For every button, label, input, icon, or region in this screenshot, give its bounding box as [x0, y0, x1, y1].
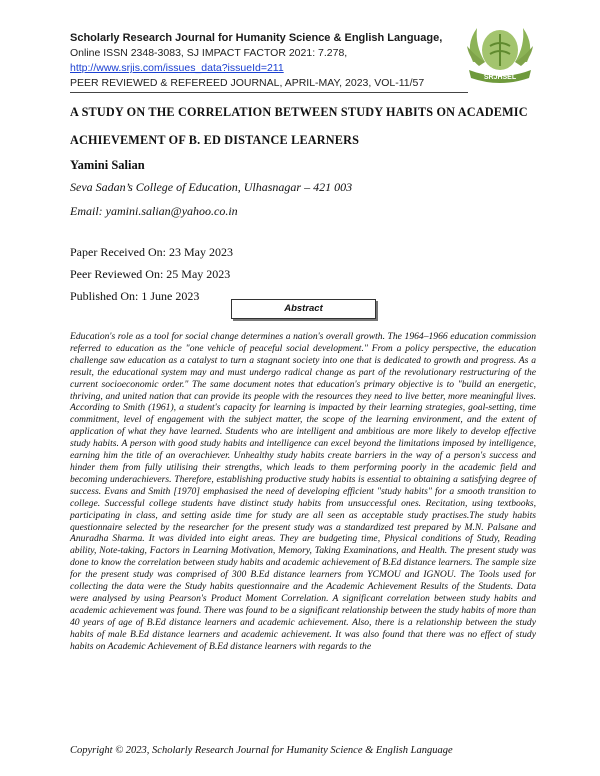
author-name: Yamini Salian [70, 158, 145, 172]
copyright-footer: Copyright © 2023, Scholarly Research Journal for Humanity Science & English Language [70, 745, 453, 756]
paper-title: A STUDY ON THE CORRELATION BETWEEN STUDY HABITS ON ACADEMIC ACHIEVEMENT OF B. ED DISTANCE LEARNERS [70, 105, 528, 147]
author-affiliation: Seva Sadan’s College of Education, Ulhasnagar – 421 003 [70, 180, 353, 194]
paper-dates [70, 241, 233, 307]
published-date: Published On: 1 June 2023 [70, 289, 200, 303]
journal-name: Scholarly Research Journal for Humanity Science & English Language, [70, 32, 443, 44]
received-date: Paper Received On: 23 May 2023 [70, 245, 233, 259]
abstract-body: Education's role as a tool for social change determines a nation's overall growth. The 1964–1966 education commission referred to education as the "one vehicle of peaceful social development." From a policy perspective, the education challenge saw education as a catalyst to turn a stagnant society into one that is dedicated to growth and progress. As a result, the educational system may and must undergo radical change as part of the revolutionary restructuring of the current socioeconomic order." The same document notes that education's primary objective is to "build an energetic, thriving, and united nation that can provide its people with the resources they need to live better, more meaningful lives. According to Smith (1961), a student's capacity for learning is impacted by their learning strategies, goal-setting, time commitment, level of engagement with the subject matter, the scope of the learning environment, and the extent of application of what they have learned. Students who are intelligent and ambitious are more likely to develop effective study habits. A person with good study habits and intelligence can excel beyond the limitations imposed by intelligence, earning him the title of an overachiever. Unhealthy study habits create barriers in the way of a person's success and hinder them from fully utilising their strengths, which leads to them performing poorly in the academic field and becoming underachievers. Therefore, establishing productive study habits is essential to obtaining a satisfying degree of success. Evans and Smith [1970] emphasised the need of developing efficient "study habits" for a smooth transition to college. Successful college students have distinct study habits from unsuccessful ones. Recitation, using textbooks, participating in class, and setting aside time for study are all seen as acceptable study practises.The study habits questionnaire selected by the researcher for the present study was a standardized test prepared by M.N. Palsane and Anuradha Sharma. It was divided into eight areas. They are budgeting time, Physical conditions of Study, Reading ability, Note-taking, Factors in Learning Motivation, Memory, Taking Examinations, and Health. The present study was done to know the correlation between study habits and academic achievement of B.Ed distance learners. The sample size for the present study was comprised of 300 B.Ed distance learners from YCMOU and IGNOU. The Tools used for collecting the data were the Study habits questionnaire and the Academic Achievement Results of the Students. Data were analysed by using Pearson's Product Moment Correlation. A significant correlation between study habits and academic achievement was found. There was found to be a significant relationship between the study habits of more than 40 years of age of B.Ed distance learners and academic achievement. Also, there is a relationship between the study habits of male B.Ed distance learners and academic achievement. It was also found that there was no effect of study habits on Academic Achievement of B.Ed distance learners with regards to the [70, 331, 536, 652]
journal-logo [455, 20, 545, 86]
abstract-heading: Abstract [231, 299, 376, 319]
logo-text: SRJHSEL [483, 74, 517, 81]
journal-header [70, 31, 470, 93]
journal-link[interactable]: http://www.srjis.com/issues_data?issueId=211 [70, 62, 284, 74]
journal-peer-line: PEER REVIEWED & REFEREED JOURNAL, APRIL-MAY, 2023, VOL-11/57 [70, 76, 468, 93]
reviewed-date: Peer Reviewed On: 25 May 2023 [70, 267, 231, 281]
journal-issn: Online ISSN 2348-3083, SJ IMPACT FACTOR 2021: 7.278, [70, 47, 348, 59]
author-email: Email: yamini.salian@yahoo.co.in [70, 204, 238, 218]
